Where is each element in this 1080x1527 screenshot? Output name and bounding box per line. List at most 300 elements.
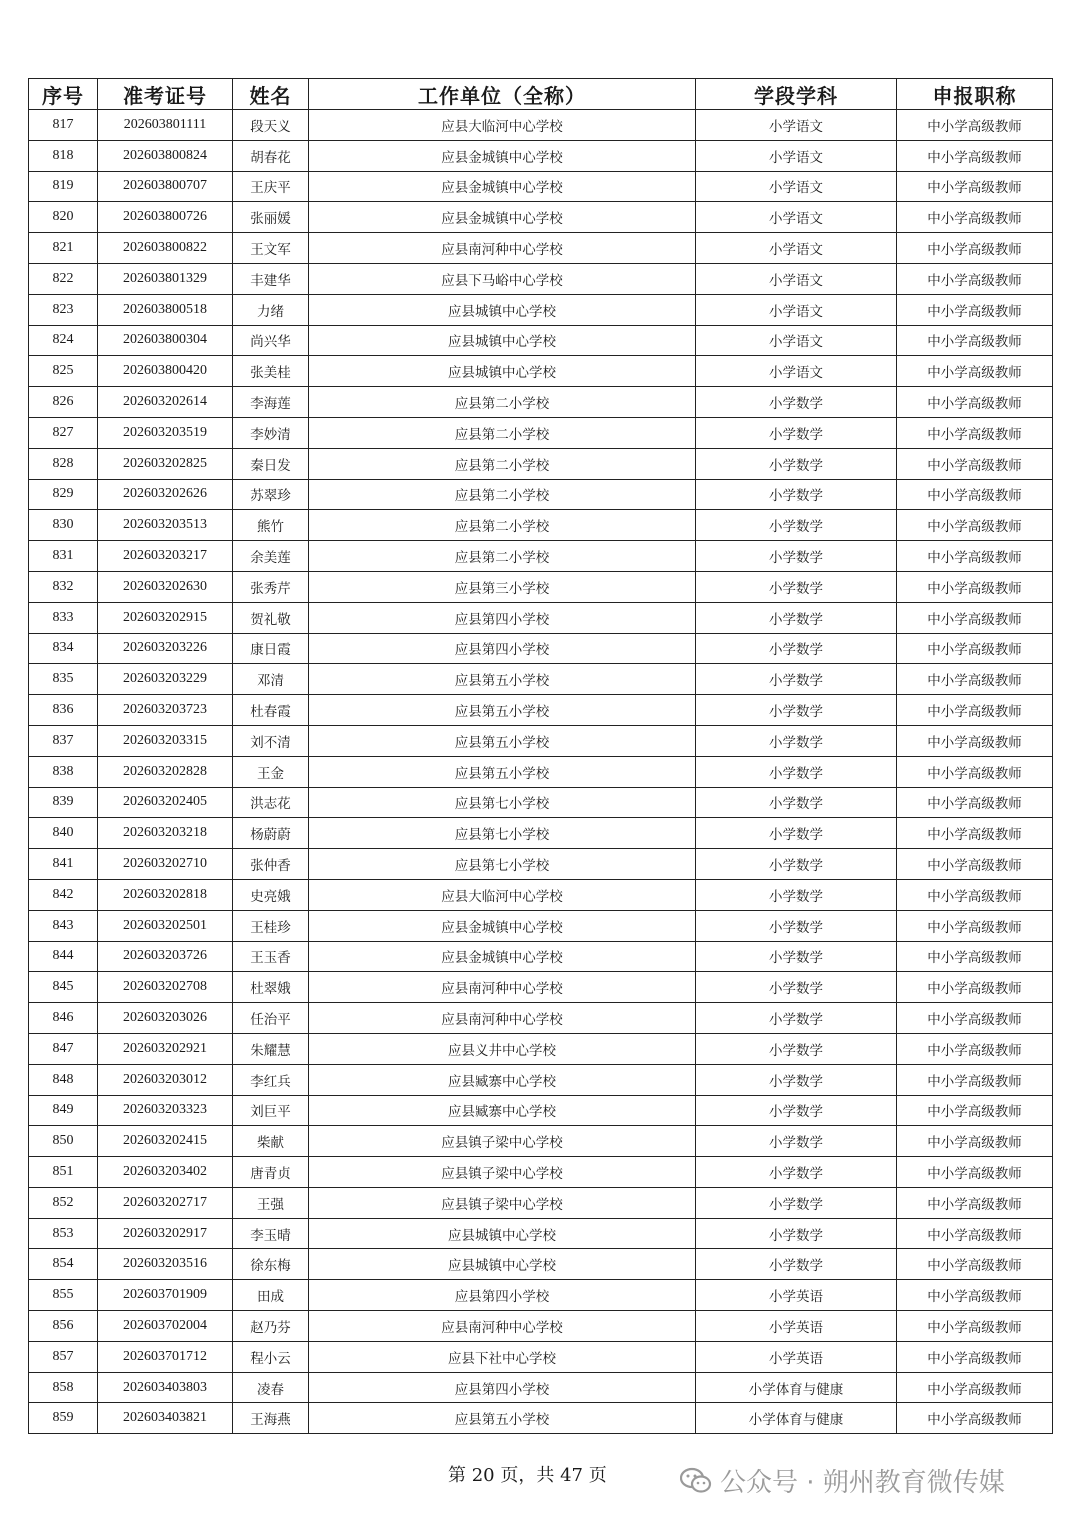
cell-name: 尚兴华	[233, 325, 309, 356]
cell-exam-id: 202603800824	[98, 140, 233, 171]
cell-exam-id: 202603203723	[98, 695, 233, 726]
cell-title: 中小学高级教师	[897, 1033, 1053, 1064]
cell-subject: 小学语文	[696, 325, 897, 356]
header-work-unit: 工作单位（全称）	[309, 79, 696, 110]
cell-seq: 843	[29, 910, 98, 941]
cell-exam-id: 202603800518	[98, 294, 233, 325]
cell-title: 中小学高级教师	[897, 140, 1053, 171]
cell-name: 王强	[233, 1187, 309, 1218]
table-row	[29, 787, 1053, 818]
cell-title: 中小学高级教师	[897, 294, 1053, 325]
cell-name: 程小云	[233, 1341, 309, 1372]
table-row	[29, 1126, 1053, 1157]
cell-subject: 小学语文	[696, 263, 897, 294]
cell-seq: 828	[29, 448, 98, 479]
cell-subject: 小学数学	[696, 1187, 897, 1218]
cell-seq: 848	[29, 1064, 98, 1095]
cell-title: 中小学高级教师	[897, 417, 1053, 448]
cell-exam-id: 202603701909	[98, 1280, 233, 1311]
cell-seq: 817	[29, 110, 98, 141]
table-row	[29, 479, 1053, 510]
cell-exam-id: 202603203026	[98, 1003, 233, 1034]
watermark-text: 公众号 · 朔州教育微传媒	[720, 1468, 1005, 1498]
cell-subject: 小学数学	[696, 725, 897, 756]
cell-exam-id: 202603202708	[98, 972, 233, 1003]
cell-title: 中小学高级教师	[897, 602, 1053, 633]
cell-seq: 850	[29, 1126, 98, 1157]
cell-seq: 823	[29, 294, 98, 325]
cell-subject: 小学数学	[696, 602, 897, 633]
table-row	[29, 818, 1053, 849]
cell-title: 中小学高级教师	[897, 387, 1053, 418]
cell-subject: 小学英语	[696, 1280, 897, 1311]
cell-subject: 小学体育与健康	[696, 1372, 897, 1403]
cell-work-unit: 应县第二小学校	[309, 417, 696, 448]
cell-exam-id: 202603800822	[98, 233, 233, 264]
cell-subject: 小学数学	[696, 879, 897, 910]
cell-exam-id: 202603800726	[98, 202, 233, 233]
table-row	[29, 1064, 1053, 1095]
cell-seq: 857	[29, 1341, 98, 1372]
table-row	[29, 1003, 1053, 1034]
cell-name: 张秀芹	[233, 571, 309, 602]
cell-work-unit: 应县城镇中心学校	[309, 1249, 696, 1280]
watermark	[680, 1462, 1005, 1499]
cell-exam-id: 202603202405	[98, 787, 233, 818]
cell-title: 中小学高级教师	[897, 541, 1053, 572]
cell-work-unit: 应县南河种中心学校	[309, 972, 696, 1003]
cell-name: 张仲香	[233, 849, 309, 880]
page-number: 第 20 页，共 47 页	[448, 1465, 607, 1486]
cell-exam-id: 202603702004	[98, 1311, 233, 1342]
cell-subject: 小学数学	[696, 910, 897, 941]
cell-name: 胡春花	[233, 140, 309, 171]
cell-name: 丰建华	[233, 263, 309, 294]
cell-work-unit: 应县义井中心学校	[309, 1033, 696, 1064]
cell-exam-id: 202603202710	[98, 849, 233, 880]
cell-exam-id: 202603203516	[98, 1249, 233, 1280]
cell-title: 中小学高级教师	[897, 695, 1053, 726]
cell-name: 李红兵	[233, 1064, 309, 1095]
cell-exam-id: 202603202818	[98, 879, 233, 910]
cell-name: 李妙清	[233, 417, 309, 448]
table-row	[29, 541, 1053, 572]
cell-work-unit: 应县镇子梁中心学校	[309, 1157, 696, 1188]
table-row	[29, 972, 1053, 1003]
cell-subject: 小学语文	[696, 202, 897, 233]
cell-seq: 856	[29, 1311, 98, 1342]
cell-work-unit: 应县第七小学校	[309, 818, 696, 849]
cell-subject: 小学数学	[696, 818, 897, 849]
cell-title: 中小学高级教师	[897, 756, 1053, 787]
cell-name: 杜翠娥	[233, 972, 309, 1003]
table-row	[29, 356, 1053, 387]
cell-subject: 小学语文	[696, 233, 897, 264]
cell-title: 中小学高级教师	[897, 849, 1053, 880]
cell-work-unit: 应县金城镇中心学校	[309, 171, 696, 202]
table-row	[29, 633, 1053, 664]
cell-seq: 846	[29, 1003, 98, 1034]
cell-work-unit: 应县第二小学校	[309, 479, 696, 510]
cell-work-unit: 应县第二小学校	[309, 541, 696, 572]
cell-seq: 831	[29, 541, 98, 572]
table-row	[29, 1249, 1053, 1280]
cell-seq: 819	[29, 171, 98, 202]
cell-seq: 820	[29, 202, 98, 233]
cell-name: 苏翠珍	[233, 479, 309, 510]
table-row	[29, 1095, 1053, 1126]
cell-subject: 小学数学	[696, 695, 897, 726]
cell-work-unit: 应县城镇中心学校	[309, 356, 696, 387]
cell-name: 任治平	[233, 1003, 309, 1034]
cell-title: 中小学高级教师	[897, 818, 1053, 849]
cell-seq: 825	[29, 356, 98, 387]
cell-subject: 小学数学	[696, 849, 897, 880]
header-exam-id: 准考证号	[98, 79, 233, 110]
cell-subject: 小学语文	[696, 140, 897, 171]
cell-title: 中小学高级教师	[897, 233, 1053, 264]
table-row	[29, 1280, 1053, 1311]
header-subject: 学段学科	[696, 79, 897, 110]
cell-name: 贺礼敬	[233, 602, 309, 633]
cell-subject: 小学数学	[696, 1218, 897, 1249]
cell-exam-id: 202603701712	[98, 1341, 233, 1372]
cell-title: 中小学高级教师	[897, 787, 1053, 818]
cell-exam-id: 202603202415	[98, 1126, 233, 1157]
cell-seq: 818	[29, 140, 98, 171]
cell-exam-id: 202603202917	[98, 1218, 233, 1249]
cell-exam-id: 202603800420	[98, 356, 233, 387]
cell-name: 段天义	[233, 110, 309, 141]
cell-exam-id: 202603202825	[98, 448, 233, 479]
cell-subject: 小学数学	[696, 510, 897, 541]
header-name: 姓名	[233, 79, 309, 110]
cell-title: 中小学高级教师	[897, 1280, 1053, 1311]
cell-work-unit: 应县下马峪中心学校	[309, 263, 696, 294]
cell-seq: 859	[29, 1403, 98, 1434]
cell-title: 中小学高级教师	[897, 1403, 1053, 1434]
cell-exam-id: 202603203519	[98, 417, 233, 448]
cell-exam-id: 202603202630	[98, 571, 233, 602]
cell-work-unit: 应县大临河中心学校	[309, 879, 696, 910]
table-row	[29, 756, 1053, 787]
cell-subject: 小学数学	[696, 664, 897, 695]
table-row	[29, 294, 1053, 325]
cell-title: 中小学高级教师	[897, 510, 1053, 541]
cell-name: 朱耀慧	[233, 1033, 309, 1064]
cell-title: 中小学高级教师	[897, 1095, 1053, 1126]
cell-seq: 822	[29, 263, 98, 294]
candidate-table	[28, 78, 1053, 1434]
cell-work-unit: 应县第四小学校	[309, 1280, 696, 1311]
table-row	[29, 1311, 1053, 1342]
cell-work-unit: 应县第四小学校	[309, 602, 696, 633]
cell-work-unit: 应县金城镇中心学校	[309, 202, 696, 233]
cell-title: 中小学高级教师	[897, 479, 1053, 510]
cell-subject: 小学语文	[696, 356, 897, 387]
cell-title: 中小学高级教师	[897, 1218, 1053, 1249]
table-row	[29, 910, 1053, 941]
cell-title: 中小学高级教师	[897, 879, 1053, 910]
cell-work-unit: 应县第四小学校	[309, 1372, 696, 1403]
table-row	[29, 849, 1053, 880]
table-row	[29, 1157, 1053, 1188]
cell-exam-id: 202603202915	[98, 602, 233, 633]
cell-name: 田成	[233, 1280, 309, 1311]
cell-work-unit: 应县第二小学校	[309, 448, 696, 479]
cell-work-unit: 应县第四小学校	[309, 633, 696, 664]
cell-work-unit: 应县臧寨中心学校	[309, 1064, 696, 1095]
cell-exam-id: 202603800304	[98, 325, 233, 356]
cell-subject: 小学数学	[696, 1064, 897, 1095]
cell-seq: 840	[29, 818, 98, 849]
cell-title: 中小学高级教师	[897, 941, 1053, 972]
cell-subject: 小学数学	[696, 571, 897, 602]
cell-name: 王庆平	[233, 171, 309, 202]
cell-name: 熊竹	[233, 510, 309, 541]
cell-subject: 小学英语	[696, 1311, 897, 1342]
cell-work-unit: 应县镇子梁中心学校	[309, 1126, 696, 1157]
cell-title: 中小学高级教师	[897, 633, 1053, 664]
cell-name: 杨蔚蔚	[233, 818, 309, 849]
cell-title: 中小学高级教师	[897, 110, 1053, 141]
cell-seq: 847	[29, 1033, 98, 1064]
cell-name: 刘巨平	[233, 1095, 309, 1126]
table-row	[29, 387, 1053, 418]
cell-subject: 小学语文	[696, 294, 897, 325]
table-row	[29, 202, 1053, 233]
cell-title: 中小学高级教师	[897, 325, 1053, 356]
cell-work-unit: 应县第七小学校	[309, 849, 696, 880]
cell-subject: 小学数学	[696, 387, 897, 418]
table-row	[29, 1033, 1053, 1064]
cell-title: 中小学高级教师	[897, 910, 1053, 941]
cell-subject: 小学数学	[696, 756, 897, 787]
table-row	[29, 725, 1053, 756]
table-row	[29, 510, 1053, 541]
cell-name: 洪志花	[233, 787, 309, 818]
cell-name: 余美莲	[233, 541, 309, 572]
cell-name: 秦日发	[233, 448, 309, 479]
cell-title: 中小学高级教师	[897, 202, 1053, 233]
cell-subject: 小学数学	[696, 1126, 897, 1157]
cell-work-unit: 应县下社中心学校	[309, 1341, 696, 1372]
cell-exam-id: 202603202626	[98, 479, 233, 510]
cell-title: 中小学高级教师	[897, 972, 1053, 1003]
cell-name: 徐东梅	[233, 1249, 309, 1280]
cell-name: 刘不清	[233, 725, 309, 756]
cell-seq: 824	[29, 325, 98, 356]
table-row	[29, 233, 1053, 264]
cell-title: 中小学高级教师	[897, 1157, 1053, 1188]
table-row	[29, 1403, 1053, 1434]
cell-work-unit: 应县大临河中心学校	[309, 110, 696, 141]
cell-exam-id: 202603202501	[98, 910, 233, 941]
cell-name: 史亮娥	[233, 879, 309, 910]
table-row	[29, 1341, 1053, 1372]
cell-seq: 839	[29, 787, 98, 818]
cell-work-unit: 应县金城镇中心学校	[309, 910, 696, 941]
cell-name: 凌春	[233, 1372, 309, 1403]
cell-work-unit: 应县城镇中心学校	[309, 1218, 696, 1249]
cell-subject: 小学数学	[696, 972, 897, 1003]
cell-work-unit: 应县第二小学校	[309, 387, 696, 418]
cell-subject: 小学数学	[696, 1249, 897, 1280]
cell-work-unit: 应县城镇中心学校	[309, 325, 696, 356]
header-seq: 序号	[29, 79, 98, 110]
cell-exam-id: 202603403803	[98, 1372, 233, 1403]
cell-subject: 小学数学	[696, 1157, 897, 1188]
cell-exam-id: 202603203217	[98, 541, 233, 572]
cell-seq: 855	[29, 1280, 98, 1311]
cell-name: 力绪	[233, 294, 309, 325]
table-row	[29, 571, 1053, 602]
cell-seq: 841	[29, 849, 98, 880]
cell-seq: 835	[29, 664, 98, 695]
cell-work-unit: 应县第五小学校	[309, 756, 696, 787]
cell-name: 王桂珍	[233, 910, 309, 941]
table-row	[29, 1187, 1053, 1218]
cell-seq: 827	[29, 417, 98, 448]
cell-seq: 826	[29, 387, 98, 418]
cell-name: 康日霞	[233, 633, 309, 664]
cell-work-unit: 应县第五小学校	[309, 1403, 696, 1434]
cell-name: 王玉香	[233, 941, 309, 972]
cell-subject: 小学数学	[696, 941, 897, 972]
cell-subject: 小学英语	[696, 1341, 897, 1372]
table-row	[29, 448, 1053, 479]
cell-title: 中小学高级教师	[897, 1341, 1053, 1372]
cell-title: 中小学高级教师	[897, 1126, 1053, 1157]
cell-seq: 854	[29, 1249, 98, 1280]
cell-exam-id: 202603203226	[98, 633, 233, 664]
cell-exam-id: 202603403821	[98, 1403, 233, 1434]
table-row	[29, 664, 1053, 695]
cell-title: 中小学高级教师	[897, 1311, 1053, 1342]
table-row	[29, 602, 1053, 633]
cell-exam-id: 202603203726	[98, 941, 233, 972]
cell-seq: 852	[29, 1187, 98, 1218]
cell-name: 赵乃芬	[233, 1311, 309, 1342]
cell-name: 杜春霞	[233, 695, 309, 726]
cell-title: 中小学高级教师	[897, 1187, 1053, 1218]
cell-exam-id: 202603202614	[98, 387, 233, 418]
cell-work-unit: 应县第二小学校	[309, 510, 696, 541]
cell-title: 中小学高级教师	[897, 571, 1053, 602]
cell-title: 中小学高级教师	[897, 356, 1053, 387]
cell-exam-id: 202603203229	[98, 664, 233, 695]
cell-title: 中小学高级教师	[897, 725, 1053, 756]
cell-work-unit: 应县南河种中心学校	[309, 1311, 696, 1342]
cell-subject: 小学数学	[696, 1003, 897, 1034]
cell-exam-id: 202603801329	[98, 263, 233, 294]
cell-title: 中小学高级教师	[897, 1064, 1053, 1095]
cell-subject: 小学数学	[696, 787, 897, 818]
cell-name: 邓清	[233, 664, 309, 695]
cell-seq: 845	[29, 972, 98, 1003]
cell-title: 中小学高级教师	[897, 448, 1053, 479]
cell-subject: 小学语文	[696, 110, 897, 141]
cell-work-unit: 应县臧寨中心学校	[309, 1095, 696, 1126]
cell-name: 王文军	[233, 233, 309, 264]
cell-work-unit: 应县第五小学校	[309, 664, 696, 695]
cell-exam-id: 202603800707	[98, 171, 233, 202]
cell-name: 柴献	[233, 1126, 309, 1157]
cell-seq: 834	[29, 633, 98, 664]
table-row	[29, 879, 1053, 910]
table-row	[29, 263, 1053, 294]
cell-subject: 小学数学	[696, 1033, 897, 1064]
table-row	[29, 695, 1053, 726]
table-row	[29, 1218, 1053, 1249]
cell-seq: 844	[29, 941, 98, 972]
cell-seq: 829	[29, 479, 98, 510]
table-header-row	[29, 79, 1053, 110]
cell-exam-id: 202603203513	[98, 510, 233, 541]
cell-title: 中小学高级教师	[897, 1372, 1053, 1403]
table-body	[29, 110, 1053, 1434]
cell-seq: 849	[29, 1095, 98, 1126]
cell-title: 中小学高级教师	[897, 171, 1053, 202]
cell-work-unit: 应县第三小学校	[309, 571, 696, 602]
cell-work-unit: 应县金城镇中心学校	[309, 941, 696, 972]
cell-seq: 837	[29, 725, 98, 756]
cell-work-unit: 应县镇子梁中心学校	[309, 1187, 696, 1218]
cell-exam-id: 202603202828	[98, 756, 233, 787]
cell-seq: 851	[29, 1157, 98, 1188]
cell-work-unit: 应县南河种中心学校	[309, 1003, 696, 1034]
cell-subject: 小学数学	[696, 479, 897, 510]
wechat-icon	[680, 1467, 712, 1495]
cell-name: 张美桂	[233, 356, 309, 387]
cell-seq: 842	[29, 879, 98, 910]
cell-subject: 小学语文	[696, 171, 897, 202]
cell-seq: 833	[29, 602, 98, 633]
cell-exam-id: 202603202717	[98, 1187, 233, 1218]
table-row	[29, 325, 1053, 356]
cell-exam-id: 202603203315	[98, 725, 233, 756]
cell-exam-id: 202603203218	[98, 818, 233, 849]
cell-seq: 838	[29, 756, 98, 787]
cell-name: 唐青贞	[233, 1157, 309, 1188]
cell-title: 中小学高级教师	[897, 664, 1053, 695]
cell-exam-id: 202603801111	[98, 110, 233, 141]
cell-exam-id: 202603203402	[98, 1157, 233, 1188]
cell-work-unit: 应县第七小学校	[309, 787, 696, 818]
table-row	[29, 941, 1053, 972]
cell-name: 王金	[233, 756, 309, 787]
cell-subject: 小学体育与健康	[696, 1403, 897, 1434]
cell-title: 中小学高级教师	[897, 1003, 1053, 1034]
cell-seq: 830	[29, 510, 98, 541]
cell-subject: 小学数学	[696, 417, 897, 448]
cell-work-unit: 应县城镇中心学校	[309, 294, 696, 325]
cell-subject: 小学数学	[696, 1095, 897, 1126]
table-row	[29, 1372, 1053, 1403]
cell-seq: 853	[29, 1218, 98, 1249]
cell-subject: 小学数学	[696, 633, 897, 664]
header-title: 申报职称	[897, 79, 1053, 110]
cell-title: 中小学高级教师	[897, 263, 1053, 294]
cell-subject: 小学数学	[696, 448, 897, 479]
table-row	[29, 417, 1053, 448]
cell-name: 王海燕	[233, 1403, 309, 1434]
cell-subject: 小学数学	[696, 541, 897, 572]
cell-exam-id: 202603203323	[98, 1095, 233, 1126]
cell-work-unit: 应县第五小学校	[309, 725, 696, 756]
cell-work-unit: 应县南河种中心学校	[309, 233, 696, 264]
cell-name: 李海莲	[233, 387, 309, 418]
